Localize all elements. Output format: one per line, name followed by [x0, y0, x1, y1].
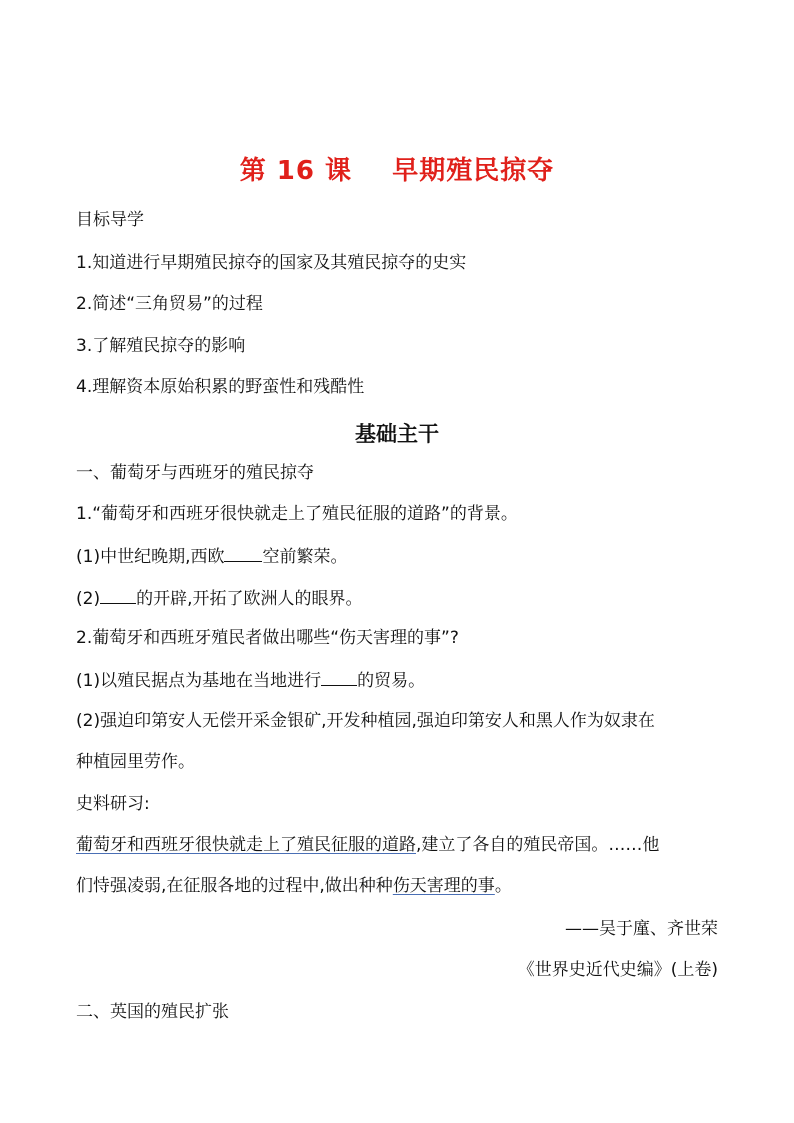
goal-item-4: 4.理解资本原始积累的野蛮性和残酷性	[76, 377, 365, 397]
question-2b-line-1: (2)强迫印第安人无偿开采金银矿,开发种植园,强迫印第安人和黑人作为奴隶在	[76, 711, 655, 731]
source-paragraph-line-2	[76, 874, 512, 898]
source-label: 史料研习:	[76, 794, 150, 814]
question-2a	[76, 667, 425, 693]
question-2a-text-before: (1)以殖民据点为基地在当地进行	[76, 671, 322, 691]
question-2: 2.葡萄牙和西班牙殖民者做出哪些“伤天害理的事”?	[76, 628, 459, 648]
section1-heading: 一、葡萄牙与西班牙的殖民掠夺	[76, 463, 314, 483]
underlined-phrase: 葡萄牙和西班牙很快就走上了殖民征服的道路	[76, 835, 416, 855]
question-2b-line-2: 种植园里劳作。	[76, 752, 195, 772]
fill-in-blank[interactable]	[321, 667, 357, 686]
question-1a	[76, 543, 347, 569]
goal-item-3: 3.了解殖民掠夺的影响	[76, 336, 246, 356]
question-2a-text-after: 的贸易。	[357, 671, 426, 691]
goals-heading: 目标导学	[76, 210, 144, 230]
question-1b-text-after: 的开辟,开拓了欧洲人的眼界。	[136, 589, 363, 609]
goal-item-2: 2.简述“三角贸易”的过程	[76, 294, 263, 314]
section2-heading: 二、英国的殖民扩张	[76, 1002, 229, 1022]
source-text: 们恃强凌弱,在征服各地的过程中,做出种种	[76, 876, 393, 896]
goal-item-1: 1.知道进行早期殖民掠夺的国家及其殖民掠夺的史实	[76, 253, 467, 273]
question-1b-text-before: (2)	[76, 589, 101, 609]
question-1a-text-after: 空前繁荣。	[262, 547, 348, 567]
underlined-phrase: 伤天害理的事	[392, 876, 495, 896]
source-paragraph-line-1	[76, 833, 659, 857]
question-1b	[76, 585, 363, 611]
source-author: ——吴于廑、齐世荣	[565, 919, 718, 939]
lesson-title: 第 16 课 早期殖民掠夺	[239, 156, 555, 186]
fill-in-blank[interactable]	[224, 543, 262, 562]
basics-heading: 基础主干	[355, 422, 439, 446]
fill-in-blank[interactable]	[100, 585, 136, 604]
source-book: 《世界史近代史编》(上卷)	[517, 960, 718, 980]
source-text: ,建立了各自的殖民帝国。……他	[416, 835, 660, 855]
question-1: 1.“葡萄牙和西班牙很快就走上了殖民征服的道路”的背景。	[76, 504, 518, 524]
source-text: 。	[494, 876, 512, 896]
question-1a-text-before: (1)中世纪晚期,西欧	[76, 547, 225, 567]
